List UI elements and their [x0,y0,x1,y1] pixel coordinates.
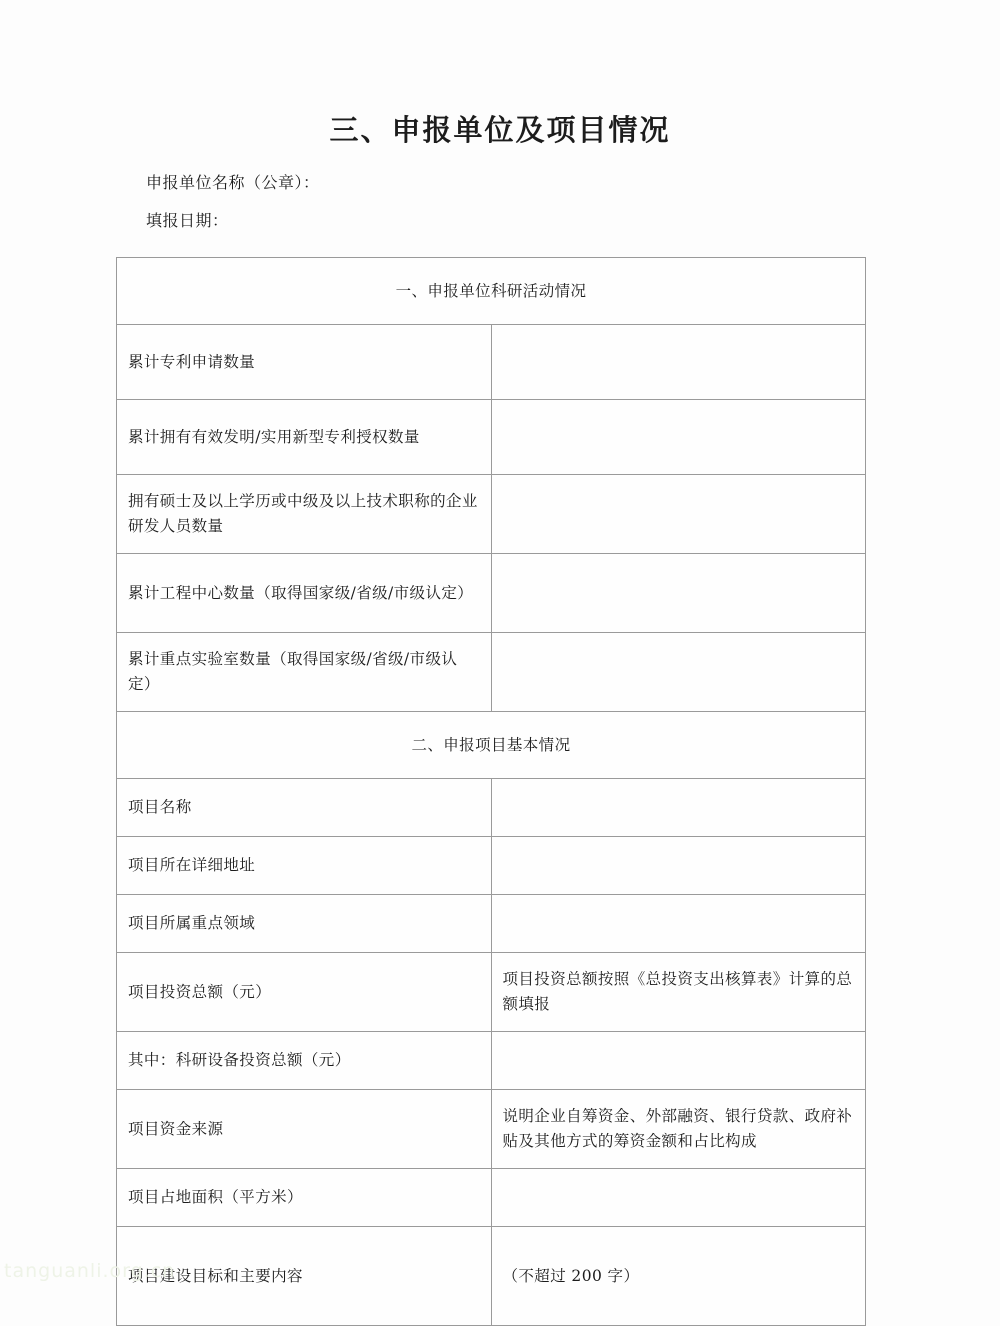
table-row [117,1227,866,1326]
table-row [117,400,866,475]
site-watermark: tanguanli.org.cn [4,1260,176,1282]
table-row [117,953,866,1032]
applicant-unit-name-field: 申报单位名称（公章）： [146,173,320,193]
row-value-construction-goals[interactable]: （不超过 200 字） [491,1227,866,1326]
table-row [117,779,866,837]
table-row [117,633,866,712]
form-table-container [0,249,1000,1326]
application-form-table [116,257,866,1326]
row-value-project-name[interactable] [491,779,866,837]
row-value-key-field[interactable] [491,895,866,953]
row-value-patent-applications[interactable] [491,325,866,400]
table-row [117,475,866,554]
row-value-equipment-investment[interactable] [491,1032,866,1090]
table-row [117,554,866,633]
table-row [117,1032,866,1090]
row-label-engineering-centers: 累计工程中心数量（取得国家级/省级/市级认定） [117,554,492,633]
row-value-funding-source[interactable]: 说明企业自筹资金、外部融资、银行贷款、政府补贴及其他方式的筹资金额和占比构成 [491,1090,866,1169]
table-row [117,895,866,953]
row-label-key-laboratories: 累计重点实验室数量（取得国家级/省级/市级认定） [117,633,492,712]
row-label-patent-applications: 累计专利申请数量 [117,325,492,400]
report-date-field: 填报日期： [146,210,229,230]
row-value-total-investment[interactable]: 项目投资总额按照《总投资支出核算表》计算的总额填报 [491,953,866,1032]
row-label-construction-goals: 项目建设目标和主要内容 [117,1227,492,1326]
row-label-land-area: 项目占地面积（平方米） [117,1169,492,1227]
table-row [117,837,866,895]
row-label-total-investment: 项目投资总额（元） [117,953,492,1032]
section-heading-project-basics: 二、申报项目基本情况 [117,712,866,779]
table-row [117,325,866,400]
table-row [117,1169,866,1227]
header-fields [0,148,1000,229]
row-label-equipment-investment: 其中：科研设备投资总额（元） [117,1032,492,1090]
page-title: 三、申报单位及项目情况 [329,113,671,147]
row-value-land-area[interactable] [491,1169,866,1227]
row-value-engineering-centers[interactable] [491,554,866,633]
row-value-rnd-personnel[interactable] [491,475,866,554]
row-label-key-field: 项目所属重点领域 [117,895,492,953]
row-label-rnd-personnel: 拥有硕士及以上学历或中级及以上技术职称的企业研发人员数量 [117,475,492,554]
section-heading-research-activity: 一、申报单位科研活动情况 [117,258,866,325]
table-row [117,258,866,325]
row-label-project-name: 项目名称 [117,779,492,837]
row-value-project-address[interactable] [491,837,866,895]
row-label-granted-patents: 累计拥有有效发明/实用新型专利授权数量 [117,400,492,475]
table-row [117,712,866,779]
row-value-key-laboratories[interactable] [491,633,866,712]
row-label-project-address: 项目所在详细地址 [117,837,492,895]
table-row [117,1090,866,1169]
row-label-funding-source: 项目资金来源 [117,1090,492,1169]
row-value-granted-patents[interactable] [491,400,866,475]
